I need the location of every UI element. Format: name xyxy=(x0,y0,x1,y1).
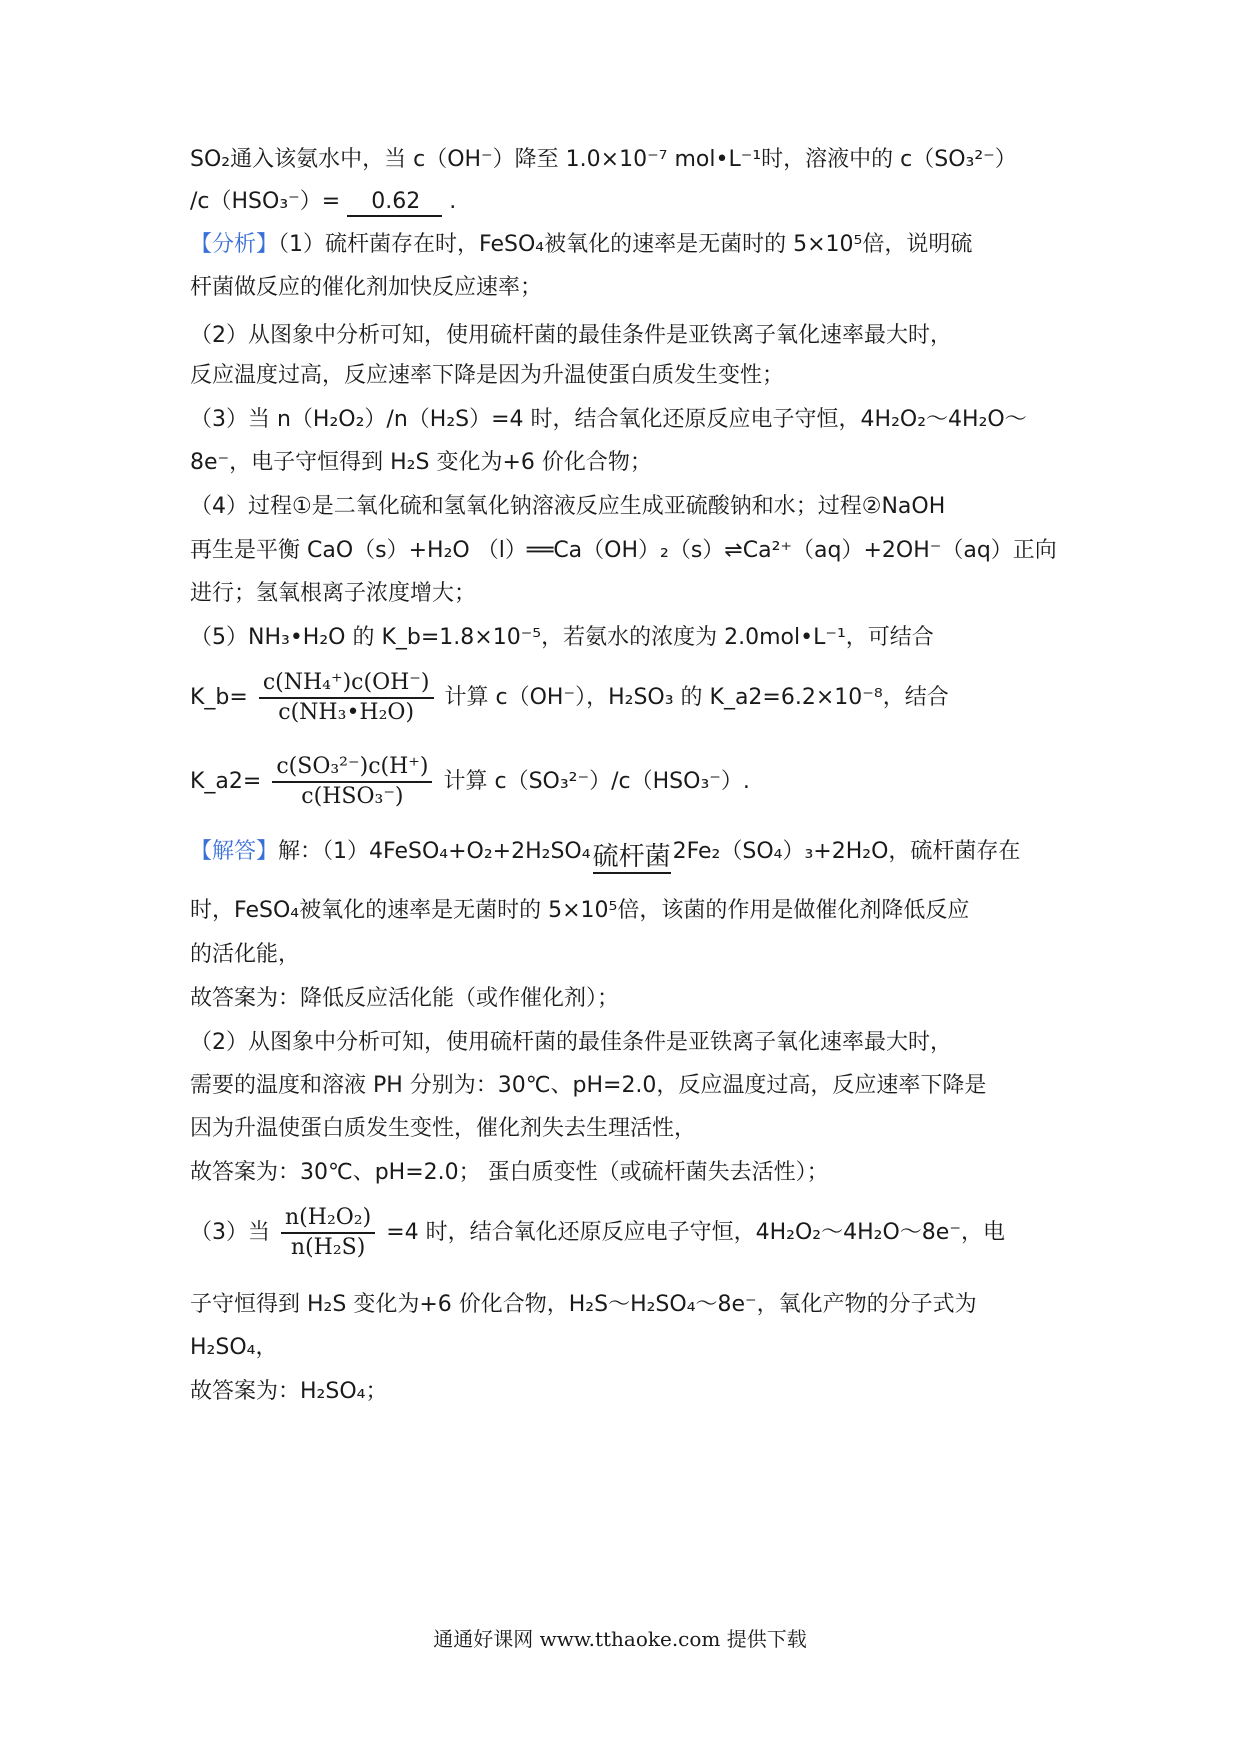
ka2-numerator: c(SO₃²⁻)c(H⁺) xyxy=(276,754,429,779)
reaction-line xyxy=(190,830,1060,874)
text-line: （2）从图象中分析可知，使用硫杆菌的最佳条件是亚铁离子氧化速率最大时， xyxy=(190,323,952,348)
text-line: （3）当 n（H₂O₂）/n（H₂S）=4 时，结合氧化还原反应电子守恒，4H₂O₂～4H₂O～ xyxy=(190,407,1027,432)
kb-denominator: c(NH₃•H₂O) xyxy=(278,700,415,725)
solution-label: 【解答】 xyxy=(190,839,279,864)
text-line: 杆菌做反应的催化剂加快反应速率； xyxy=(190,275,543,300)
page-footer: 通通好课网 www.tthaoke.com 提供下载 xyxy=(433,1627,807,1651)
text-line: 因为升温使蛋白质发生变性，催化剂失去生理活性， xyxy=(190,1116,697,1141)
ka2-denominator: c(HSO₃⁻) xyxy=(301,784,404,809)
reaction-condition xyxy=(593,842,671,874)
ratio-equation-line xyxy=(190,1203,1060,1273)
text-line: 的活化能， xyxy=(190,942,301,967)
text-line: 再生是平衡 CaO（s）+H₂O （l）══Ca（OH）₂（s）⇌Ca²⁺（aq）+2OH⁻（aq）正向 xyxy=(190,538,1057,563)
text-line: 故答案为：30℃、pH=2.0； 蛋白质变性（或硫杆菌失去活性）； xyxy=(190,1160,829,1185)
ka2-equation-line xyxy=(190,752,1060,822)
text-line: 8e⁻，电子守恒得到 H₂S 变化为+6 价化合物； xyxy=(190,450,652,475)
text-line: H₂SO₄， xyxy=(190,1335,278,1360)
text-line: 时，FeSO₄被氧化的速率是无菌时的 5×10⁵倍，该菌的作用是做催化剂降低反应 xyxy=(190,898,970,923)
text-fragment: . xyxy=(449,189,457,214)
answer-blank: 0.62 xyxy=(347,189,442,217)
document-page xyxy=(190,0,1060,1754)
text-line: SO₂通入该氨水中，当 c（OH⁻）降至 1.0×10⁻⁷ mol•L⁻¹时，溶液中的 c（SO₃²⁻） xyxy=(190,147,1017,172)
text-fragment: （3）当 xyxy=(190,1220,270,1245)
text-fragment: 计算 c（OH⁻），H₂SO₃ 的 K_a2=6.2×10⁻⁸，结合 xyxy=(444,685,949,710)
text-fragment: 计算 c（SO₃²⁻）/c（HSO₃⁻）. xyxy=(443,769,750,794)
text-line xyxy=(190,187,1060,217)
text-fragment: 解：（1）4FeSO₄+O₂+2H₂SO₄ xyxy=(278,839,591,864)
reaction-bar xyxy=(593,872,671,874)
ratio-denominator: n(H₂S) xyxy=(290,1235,366,1260)
ka2-fraction xyxy=(272,753,432,811)
text-fragment: K_b= xyxy=(190,685,248,710)
text-line: 故答案为：降低反应活化能（或作催化剂）； xyxy=(190,986,620,1011)
ratio-numerator: n(H₂O₂) xyxy=(285,1205,372,1230)
text-line: 反应温度过高，反应速率下降是因为升温使蛋白质发生变性； xyxy=(190,363,785,388)
text-line: （4）过程①是二氧化硫和氢氧化钠溶液反应生成亚硫酸钠和水；过程②NaOH xyxy=(190,494,946,519)
text-line: 故答案为：H₂SO₄； xyxy=(190,1379,388,1404)
kb-fraction xyxy=(259,669,434,727)
ratio-fraction xyxy=(281,1204,375,1262)
text-line: （5）NH₃•H₂O 的 K_b=1.8×10⁻⁵，若氨水的浓度为 2.0mol•L⁻¹，可结合 xyxy=(190,625,934,650)
text-line: （2）从图象中分析可知，使用硫杆菌的最佳条件是亚铁离子氧化速率最大时， xyxy=(190,1030,952,1055)
analysis-label: 【分析】 xyxy=(190,232,279,257)
text-line: 进行；氢氧根离子浓度增大； xyxy=(190,581,477,606)
text-fragment: 2Fe₂（SO₄）₃+2H₂O，硫杆菌存在 xyxy=(672,839,1021,864)
text-line: 需要的温度和溶液 PH 分别为：30℃、pH=2.0，反应温度过高，反应速率下降是 xyxy=(190,1073,987,1098)
text-fragment: K_a2= xyxy=(190,769,262,794)
text-fragment: =4 时，结合氧化还原反应电子守恒，4H₂O₂～4H₂O～8e⁻，电 xyxy=(386,1220,1005,1245)
catalyst-label: 硫杆菌 xyxy=(592,842,671,872)
kb-numerator: c(NH₄⁺)c(OH⁻) xyxy=(262,670,430,695)
text-fragment: （1）硫杆菌存在时，FeSO₄被氧化的速率是无菌时的 5×10⁵倍，说明硫 xyxy=(278,232,973,257)
text-fragment: /c（HSO₃⁻）= xyxy=(190,189,341,214)
kb-equation-line xyxy=(190,668,1060,738)
text-line: 子守恒得到 H₂S 变化为+6 价化合物，H₂S～H₂SO₄～8e⁻，氧化产物的分子式为 xyxy=(190,1292,977,1317)
text-line xyxy=(190,230,1060,260)
